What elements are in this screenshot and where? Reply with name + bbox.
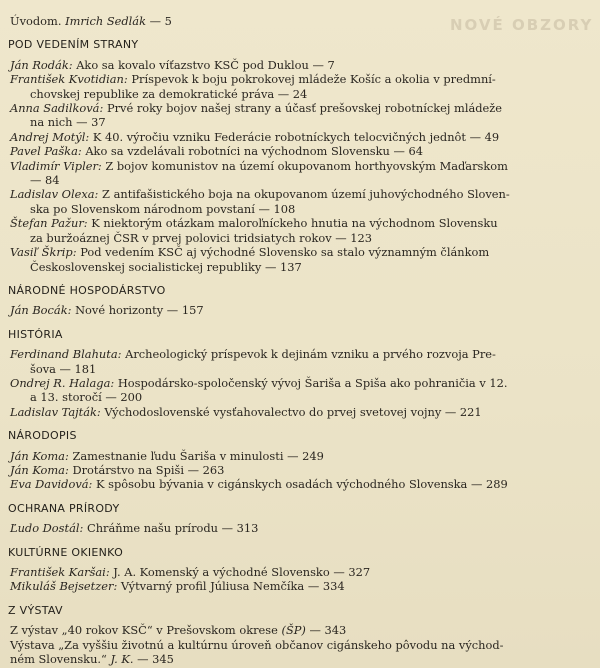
entry-title: Z výstav „40 rokov KSČ“ v Prešovskom okrese [10,623,278,638]
entry-title: K 40. výročiu vzniku Federácie robotníckych telocvičných jednôt — 49 [92,129,500,144]
entry-author: (ŠP) [281,623,306,638]
intro-page: — 5 [149,14,172,28]
entry-title: J. A. Komenský a východné Slovensko — 327 [113,565,371,579]
section-heading: OCHRANA PRÍRODY [8,501,120,515]
section-heading: POD VEDENÍM STRANY [8,38,139,52]
entry-author: Ján Rodák: [10,57,73,72]
toc-entry [8,521,594,535]
toc-entry [8,623,594,637]
entry-author: Ľudo Dostál: [10,521,84,536]
table-of-contents [8,14,594,666]
toc-entry [8,245,594,259]
intro-author: Imrich Sedlák [65,14,146,28]
entry-author: Ján Bocák: [10,303,72,318]
entry-title: Archeologický príspevok k dejinám vzniku a prvého rozvoja Pre- [125,347,496,362]
toc-entry [8,303,594,317]
entry-author: Anna Sadilková: [10,101,104,116]
section-heading: NÁRODOPIS [8,429,77,443]
entry-author: J. K. [110,652,134,667]
entry-continuation [8,652,594,666]
entry-author: Ferdinand Blahuta: [10,347,122,362]
entry-continuation: Československej socialistickej republiky — 137 [30,259,302,274]
entry-continuation: chovskej republike za demokratické práva — 24 [30,86,308,101]
toc-entry [8,72,594,86]
entry-title: Z bojov komunistov na území okupovanom horthyovským Maďarskom [105,158,508,173]
entry-author: Ladislav Tajták: [10,404,101,419]
bleed-through-title: NOVÉ OBZORY [450,16,594,34]
entry-page: — 345 [137,652,174,667]
entry-author: Vladimír Vipler: [10,158,102,173]
entry-author: František Kvotidian: [10,72,128,87]
toc-entry [8,101,594,115]
entry-continuation: na nich — 37 [30,115,106,130]
entry-author: Ján Koma: [10,462,69,477]
entry-title: K niektorým otázkam maloroľníckeho hnutia na východnom Slovensku [91,216,498,231]
entry-title: Výtvarný profil Júliusa Nemčíka — 334 [120,579,345,594]
toc-entry [8,449,594,463]
entry-continuation: — 84 [30,173,60,188]
entry-author: Ján Koma: [10,448,69,463]
entry-title: K spôsobu bývania v cigánskych osadách východného Slovenska — 289 [96,477,508,492]
section-heading: HISTÓRIA [8,327,63,341]
entry-author: Štefan Pažur: [10,216,88,231]
entry-title: Zamestnanie ľudu Šariša v minulosti — 249 [72,448,324,463]
entry-title-continued: ném Slovensku.“ [10,652,107,667]
toc-entry [8,144,594,158]
entry-page: — 343 [309,623,347,638]
entry-title: Drotárstvo na Spiši — 263 [72,462,225,477]
toc-entry [8,159,594,173]
entry-author: Mikuláš Bejsetzer: [10,579,118,594]
toc-entry [8,477,594,491]
entry-continuation: a 13. storočí — 200 [30,390,143,405]
toc-entry [8,579,594,593]
toc-entry [8,376,594,390]
section-heading: Z VÝSTAV [8,603,63,617]
toc-entry [8,58,594,72]
toc-entry [8,638,594,652]
toc-entry [8,565,594,579]
entry-author: Pavel Paška: [10,144,82,159]
entry-continuation: šova — 181 [30,361,97,376]
entry-title: Hospodársko-spoločenský vývoj Šariša a Spiša ako pohraničia v 12. [117,375,508,390]
toc-entry [8,130,594,144]
entry-title: Ako sa kovalo víťazstvo KSČ pod Duklou — 7 [76,57,335,72]
toc-entry [8,463,594,477]
entry-author: Eva Davidová: [10,477,93,492]
entry-continuation: ska po Slovenskom národnom povstaní — 108 [30,201,296,216]
entry-title: Východoslovenské vysťahovalectvo do prvej svetovej vojny — 221 [104,404,482,419]
toc-entry [8,405,594,419]
intro-label: Úvodom. [10,14,62,28]
entry-author: Vasiľ Škrip: [10,245,77,260]
entry-continuation: za buržoáznej ČSR v prvej polovici tridsiatych rokov — 123 [30,230,373,245]
section-heading: KULTÚRNE OKIENKO [8,545,124,559]
entry-title: Nové horizonty — 157 [75,303,204,318]
entry-author: Ladislav Olexa: [10,187,99,202]
entry-title: Chráňme našu prírodu — 313 [86,521,259,536]
entry-title: Ako sa vzdelávali robotníci na východnom Slovensku — 64 [85,144,424,159]
toc-intro [8,14,594,28]
entry-author: Andrej Motýl: [10,129,90,144]
entry-author: Ondrej R. Halaga: [10,375,115,390]
toc-entry [8,187,594,201]
toc-entry [8,216,594,230]
section-heading: NÁRODNÉ HOSPODÁRSTVO [8,283,166,297]
entry-title: Prvé roky bojov našej strany a účasť prešovskej robotníckej mládeže [106,101,503,116]
entry-author: František Karšai: [10,565,110,579]
toc-entry [8,347,594,361]
entry-title: Výstava „Za vyššiu životnú a kultúrnu úroveň občanov cigánskeho pôvodu na východ- [10,637,504,652]
entry-title: Pod vedením KSČ aj východné Slovensko sa stalo významným článkom [80,245,490,260]
entry-title: Príspevok k boju pokrokovej mládeže Košíc a okolia v predmní- [131,72,496,87]
entry-title: Z antifašistického boja na okupovanom území juhovýchodného Sloven- [102,187,510,202]
